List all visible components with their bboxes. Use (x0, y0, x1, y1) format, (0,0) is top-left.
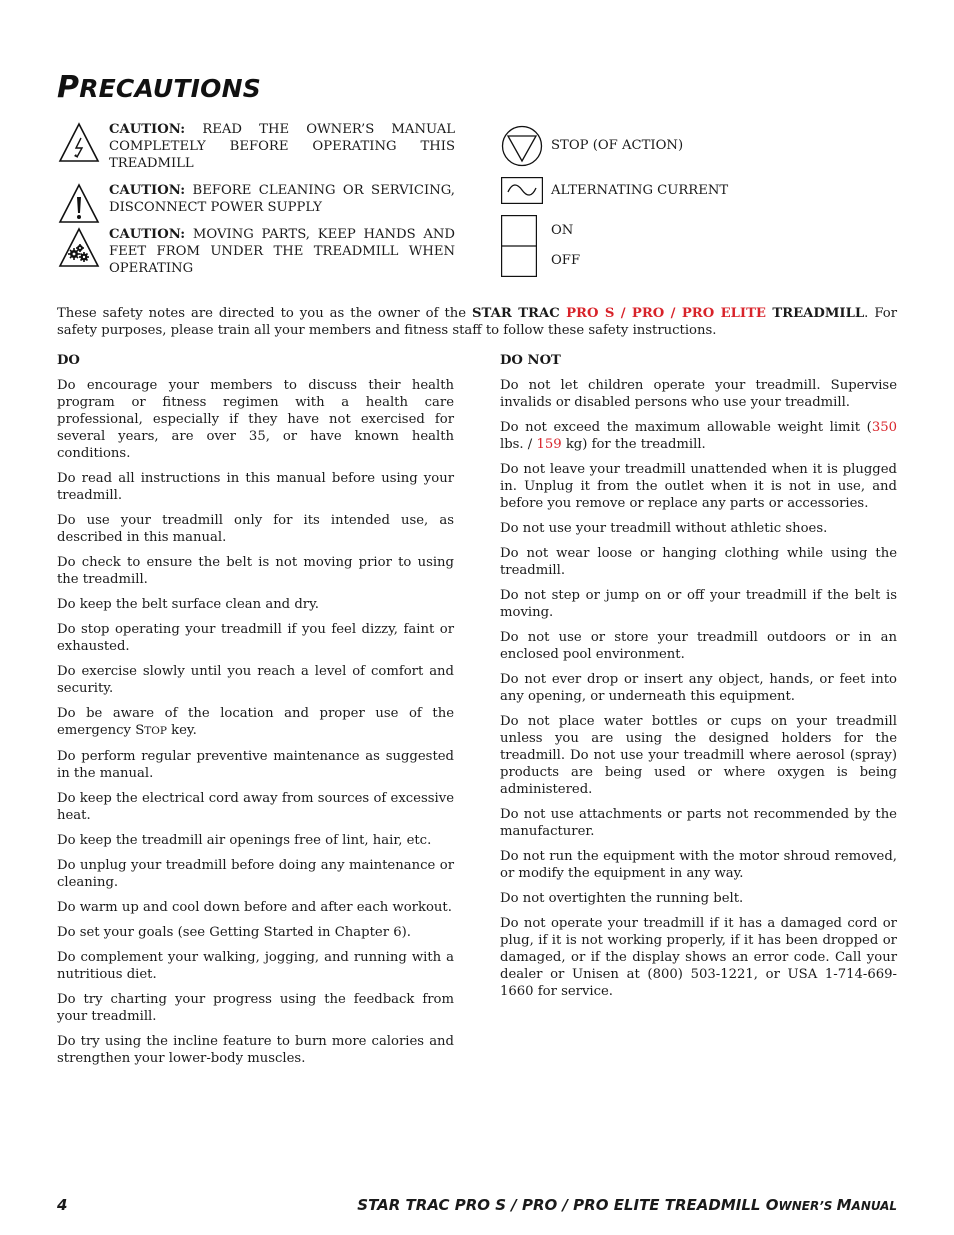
do-not-item: Do not let children operate your treadmill. Supervise invalids or disabled persons who use your treadmill. (500, 378, 897, 410)
do-not-item: Do not leave your treadmill unattended when it is plugged in. Unplug it from the outlet when it is not in use, and before you remove or replace any parts or accessories. (500, 462, 897, 511)
do-item: Do try using the incline feature to burn more calories and strengthen your lower-body muscles. (57, 1034, 454, 1066)
weight-kg-value: 159 (536, 437, 562, 452)
do-item: Do complement your walking, jogging, and running with a nutritious diet. (57, 950, 454, 982)
do-item-stop-key (57, 705, 454, 740)
caution-label: CAUTION: (109, 183, 186, 198)
stop-key-initial: S (135, 723, 145, 738)
do-not-item: Do not operate your treadmill if it has a damaged cord or plug, if it is not working properly, if it has been dropped or damaged, or if the display shows an error code. Call your dealer or Unisen at (800) 503-1221, or USA 1-714-669-1660 for service. (500, 916, 897, 999)
caution-message: BEFORE CLEANING OR SERVICING, DISCONNECT POWER SUPPLY (109, 183, 455, 215)
exclamation-warning-icon (57, 182, 101, 226)
intro-paragraph (57, 305, 897, 339)
do-not-item: Do not use your treadmill without athletic shoes. (500, 521, 828, 536)
do-column (57, 352, 454, 1075)
do-not-item: Do not use attachments or parts not recommended by the manufacturer. (500, 807, 897, 839)
do-not-item: Do not wear loose or hanging clothing while using the treadmill. (500, 546, 897, 578)
do-heading: DO (57, 353, 80, 368)
do-item: Do check to ensure the belt is not moving prior to using the treadmill. (57, 555, 454, 587)
caution-label: CAUTION: (109, 227, 186, 242)
do-item: Do keep the belt surface clean and dry. (57, 597, 319, 612)
caution-message: READ THE OWNER’S MANUAL COMPLETELY BEFORE OPERATING THIS TREADMILL (109, 122, 455, 171)
on-off-switch-icon (501, 215, 537, 277)
page-title (57, 70, 261, 105)
intro-text: These safety notes are directed to you as the owner of the (57, 306, 473, 321)
manual-title-m: M (836, 1196, 852, 1214)
do-item-text-end: key. (166, 723, 197, 738)
caution-text (109, 121, 455, 172)
do-item: Do unplug your treadmill before doing any maintenance or cleaning. (57, 858, 454, 890)
manual-title-anual: ANUAL (851, 1199, 897, 1213)
stop-symbol-icon (501, 125, 543, 167)
do-item: Do perform regular preventive maintenance as suggested in the manual. (57, 749, 454, 781)
moving-parts-gears-icon (57, 226, 101, 270)
weight-text: Do not exceed the maximum allowable weight limit ( (500, 420, 872, 435)
do-item-text: Do be aware of the location and proper use of the emergency (57, 706, 454, 738)
ac-label: ALTERNATING CURRENT (551, 183, 729, 198)
caution-message: MOVING PARTS, KEEP HANDS AND FEET FROM UNDER THE TREADMILL WHEN OPERATING (109, 227, 455, 276)
do-not-item: Do not ever drop or insert any object, hands, or feet into any opening, or underneath this equipment. (500, 672, 897, 704)
do-not-item: Do not place water bottles or cups on your treadmill unless you are using the designed holders for the treadmill. Do not use your treadmill where aerosol (spray) products are being used or where oxygen is being administered. (500, 714, 897, 797)
do-item: Do try charting your progress using the feedback from your treadmill. (57, 992, 454, 1024)
caution-text (109, 182, 455, 216)
model-names: PRO S / PRO / PRO ELITE (566, 306, 766, 321)
do-item: Do encourage your members to discuss their health program or fitness regimen with a health care professional, especially if they have not exercised for several years, are over 35, or have known health conditions. (57, 378, 454, 461)
caution-moving-parts (57, 226, 455, 277)
alternating-current-icon (501, 177, 543, 204)
do-not-column (500, 352, 897, 1008)
on-label: ON (551, 223, 574, 238)
manual-title (357, 1196, 897, 1214)
weight-text-end: kg) for the treadmill. (561, 437, 706, 452)
do-not-heading: DO NOT (500, 353, 561, 368)
do-item: Do read all instructions in this manual before using your treadmill. (57, 471, 454, 503)
weight-lbs-value: 350 (871, 420, 897, 435)
do-item: Do set your goals (see Getting Started in Chapter 6). (57, 925, 411, 940)
manual-title-wner: WNER (778, 1199, 820, 1213)
caution-label: CAUTION: (109, 122, 186, 137)
title-initial: P (57, 70, 80, 105)
do-item: Do warm up and cool down before and after each workout. (57, 900, 452, 915)
do-item: Do use your treadmill only for its intended use, as described in this manual. (57, 513, 454, 545)
weight-text-mid: lbs. / (500, 437, 537, 452)
do-not-item: Do not overtighten the running belt. (500, 891, 744, 906)
electric-shock-icon (57, 121, 101, 165)
do-not-item-weight-limit (500, 419, 897, 453)
do-item: Do exercise slowly until you reach a level of comfort and security. (57, 664, 454, 696)
do-item: Do keep the treadmill air openings free of lint, hair, etc. (57, 833, 432, 848)
do-item: Do keep the electrical cord away from sources of excessive heat. (57, 791, 454, 823)
brand-name: STAR TRAC (472, 306, 567, 321)
stop-label: STOP (OF ACTION) (551, 138, 684, 153)
manual-title-o: O (765, 1196, 779, 1214)
page-number: 4 (57, 1196, 68, 1214)
manual-title-s: S (823, 1199, 837, 1213)
caution-text (109, 226, 455, 277)
do-not-item: Do not run the equipment with the motor shroud removed, or modify the equipment in any way. (500, 849, 897, 881)
caution-read-manual (57, 121, 455, 172)
do-not-item: Do not use or store your treadmill outdoors or in an enclosed pool environment. (500, 630, 897, 662)
off-label: OFF (551, 253, 581, 268)
title-rest: RECAUTIONS (79, 74, 261, 103)
intro-text-end: . For safety purposes, please train all your members and fitness staff to follow these safety instructions. (57, 306, 897, 339)
caution-disconnect-power (57, 182, 455, 216)
stop-key-rest: TOP (144, 725, 167, 737)
do-not-item: Do not step or jump on or off your treadmill if the belt is moving. (500, 588, 897, 620)
product-name: TREADMILL (765, 306, 865, 321)
manual-title-main: STAR TRAC PRO S / PRO / PRO ELITE TREADMILL (357, 1196, 766, 1214)
do-item: Do stop operating your treadmill if you feel dizzy, faint or exhausted. (57, 622, 454, 654)
manual-title-apostrophe: ’ (819, 1199, 824, 1213)
